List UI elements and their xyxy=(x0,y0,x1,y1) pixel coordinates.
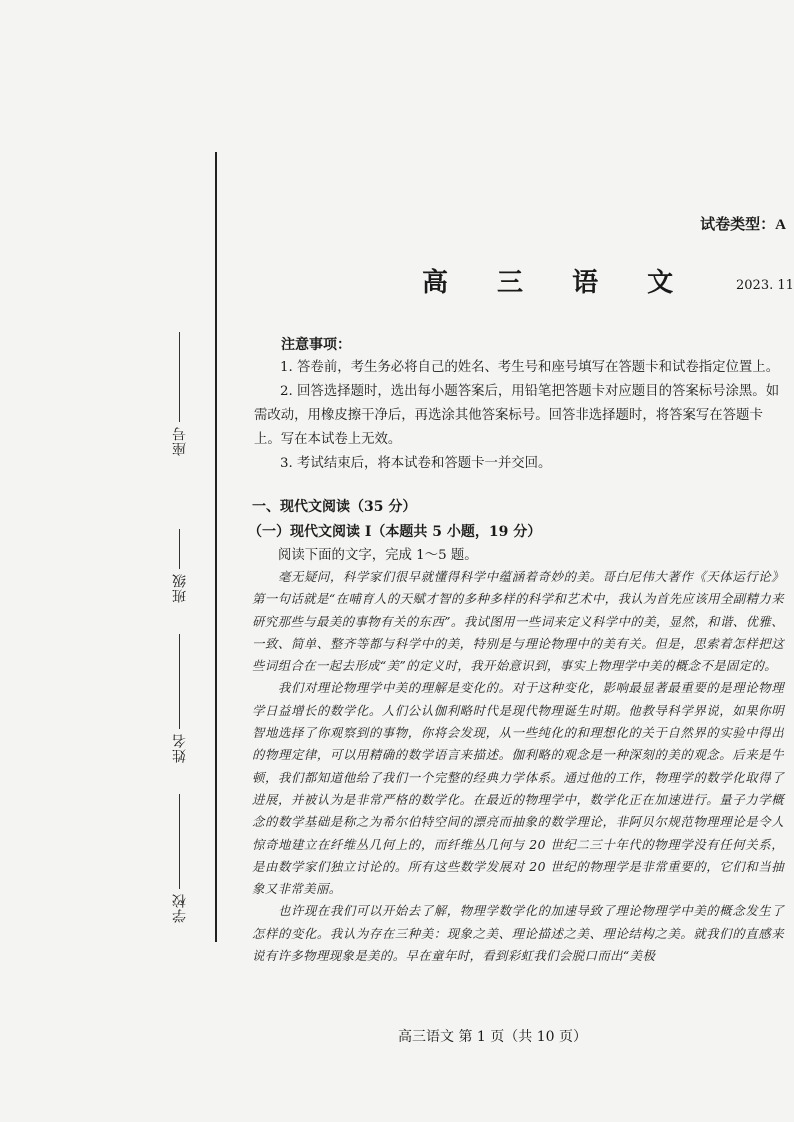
notice-list xyxy=(254,356,784,476)
notice-item: 1. 答卷前，考生务必将自己的姓名、考生号和座号填写在答题卡和试卷指定位置上。 xyxy=(280,360,780,375)
page-title: 高 三 语 文 xyxy=(422,268,694,298)
class-blank xyxy=(180,529,181,569)
notice-heading: 注意事项： xyxy=(281,337,351,353)
reading-passage xyxy=(252,566,784,967)
notice-item: 2. 回答选择题时，选出每小题答案后，用铅笔把答题卡对应题目的答案标号涂黑。如需改动，用橡皮擦干净后，再选涂其他答案标号。回答非选择题时，将答案写在答题卡上。写在本试卷上无效。 xyxy=(254,384,780,447)
binding-line xyxy=(215,152,217,942)
school-field xyxy=(170,790,190,923)
page-footer: 高三语文 第 1 页（共 10 页） xyxy=(398,1029,587,1045)
notice-item: 3. 考试结束后，将本试卷和答题卡一并交回。 xyxy=(280,456,552,471)
school-label: 学校 xyxy=(172,893,188,923)
name-blank xyxy=(180,634,181,729)
name-label: 姓名 xyxy=(172,733,188,763)
seat-blank xyxy=(180,332,181,422)
passage-paragraph: 我们对理论物理学中美的理解是变化的。对于这种变化，影响最显著最重要的是理论物理学日益增长的数学化。人们公认伽利略时代是现代物理诞生时期。他教导科学界说，如果你明智地选择了你观察到的事物，你将会发现，从一些纯化的和理想化的关于自然界的实验中得出的物理定律，可以用精确的数学语言来描述。伽利略的观念是一种深刻的美的观念。后来是牛顿，我们都知道他给了我们一个完整的经典力学体系。通过他的工作，物理学的数学化取得了进展，并被认为是非常严格的数学化。在最近的物理学中，数学化正在加速进行。量子力学概念的数学基础是称之为希尔伯特空间的漂亮而抽象的数学理论，非阿贝尔规范物理理论是令人惊奇地建立在纤维丛几何上的，而纤维丛几何与 20 世纪二三十年代的物理学没有任何关系，是由数学家们独立讨论的。所有这些数学发展对 20 世纪的物理学是非常重要的，它们和当抽象又非常美丽。 xyxy=(252,680,784,897)
class-label: 班级 xyxy=(172,573,188,603)
section-heading: 一、现代文阅读（35 分） xyxy=(252,499,417,515)
subsection-heading: （一）现代文阅读 I（本题共 5 小题，19 分） xyxy=(248,524,542,540)
reading-instruction: 阅读下面的文字，完成 1～5 题。 xyxy=(278,548,478,563)
seat-label: 座号 xyxy=(172,426,188,456)
seat-field xyxy=(170,328,190,456)
paper-type: 试卷类型：A xyxy=(700,217,786,233)
passage-paragraph: 也许现在我们可以开始去了解，物理学数学化的加速导致了理论物理学中美的概念发生了怎样的变化。我认为存在三种美：现象之美、理论描述之美、理论结构之美。就我们的直感来说有许多物理现象是美的。早在童年时，看到彩虹我们会脱口而出“美极 xyxy=(252,903,784,964)
school-blank xyxy=(180,794,181,889)
exam-date: 2023. 11 xyxy=(736,278,794,293)
class-field xyxy=(170,525,190,603)
name-field xyxy=(170,630,190,763)
passage-paragraph: 毫无疑问，科学家们很早就懂得科学中蕴涵着奇妙的美。哥白尼伟大著作《天体运行论》第一句话就是“在哺育人的天赋才智的多种多样的科学和艺术中，我认为首先应该用全副精力来研究那些与最美的事物有关的东西”。我试图用一些词来定义科学中的美，显然，和谐、优雅、一致、简单、整齐等都与科学中的美，特别是与理论物理中的美有关。但是，思索着怎样把这些词组合在一起去形成“美”的定义时，我开始意识到，事实上物理学中美的概念不是固定的。 xyxy=(252,569,784,674)
